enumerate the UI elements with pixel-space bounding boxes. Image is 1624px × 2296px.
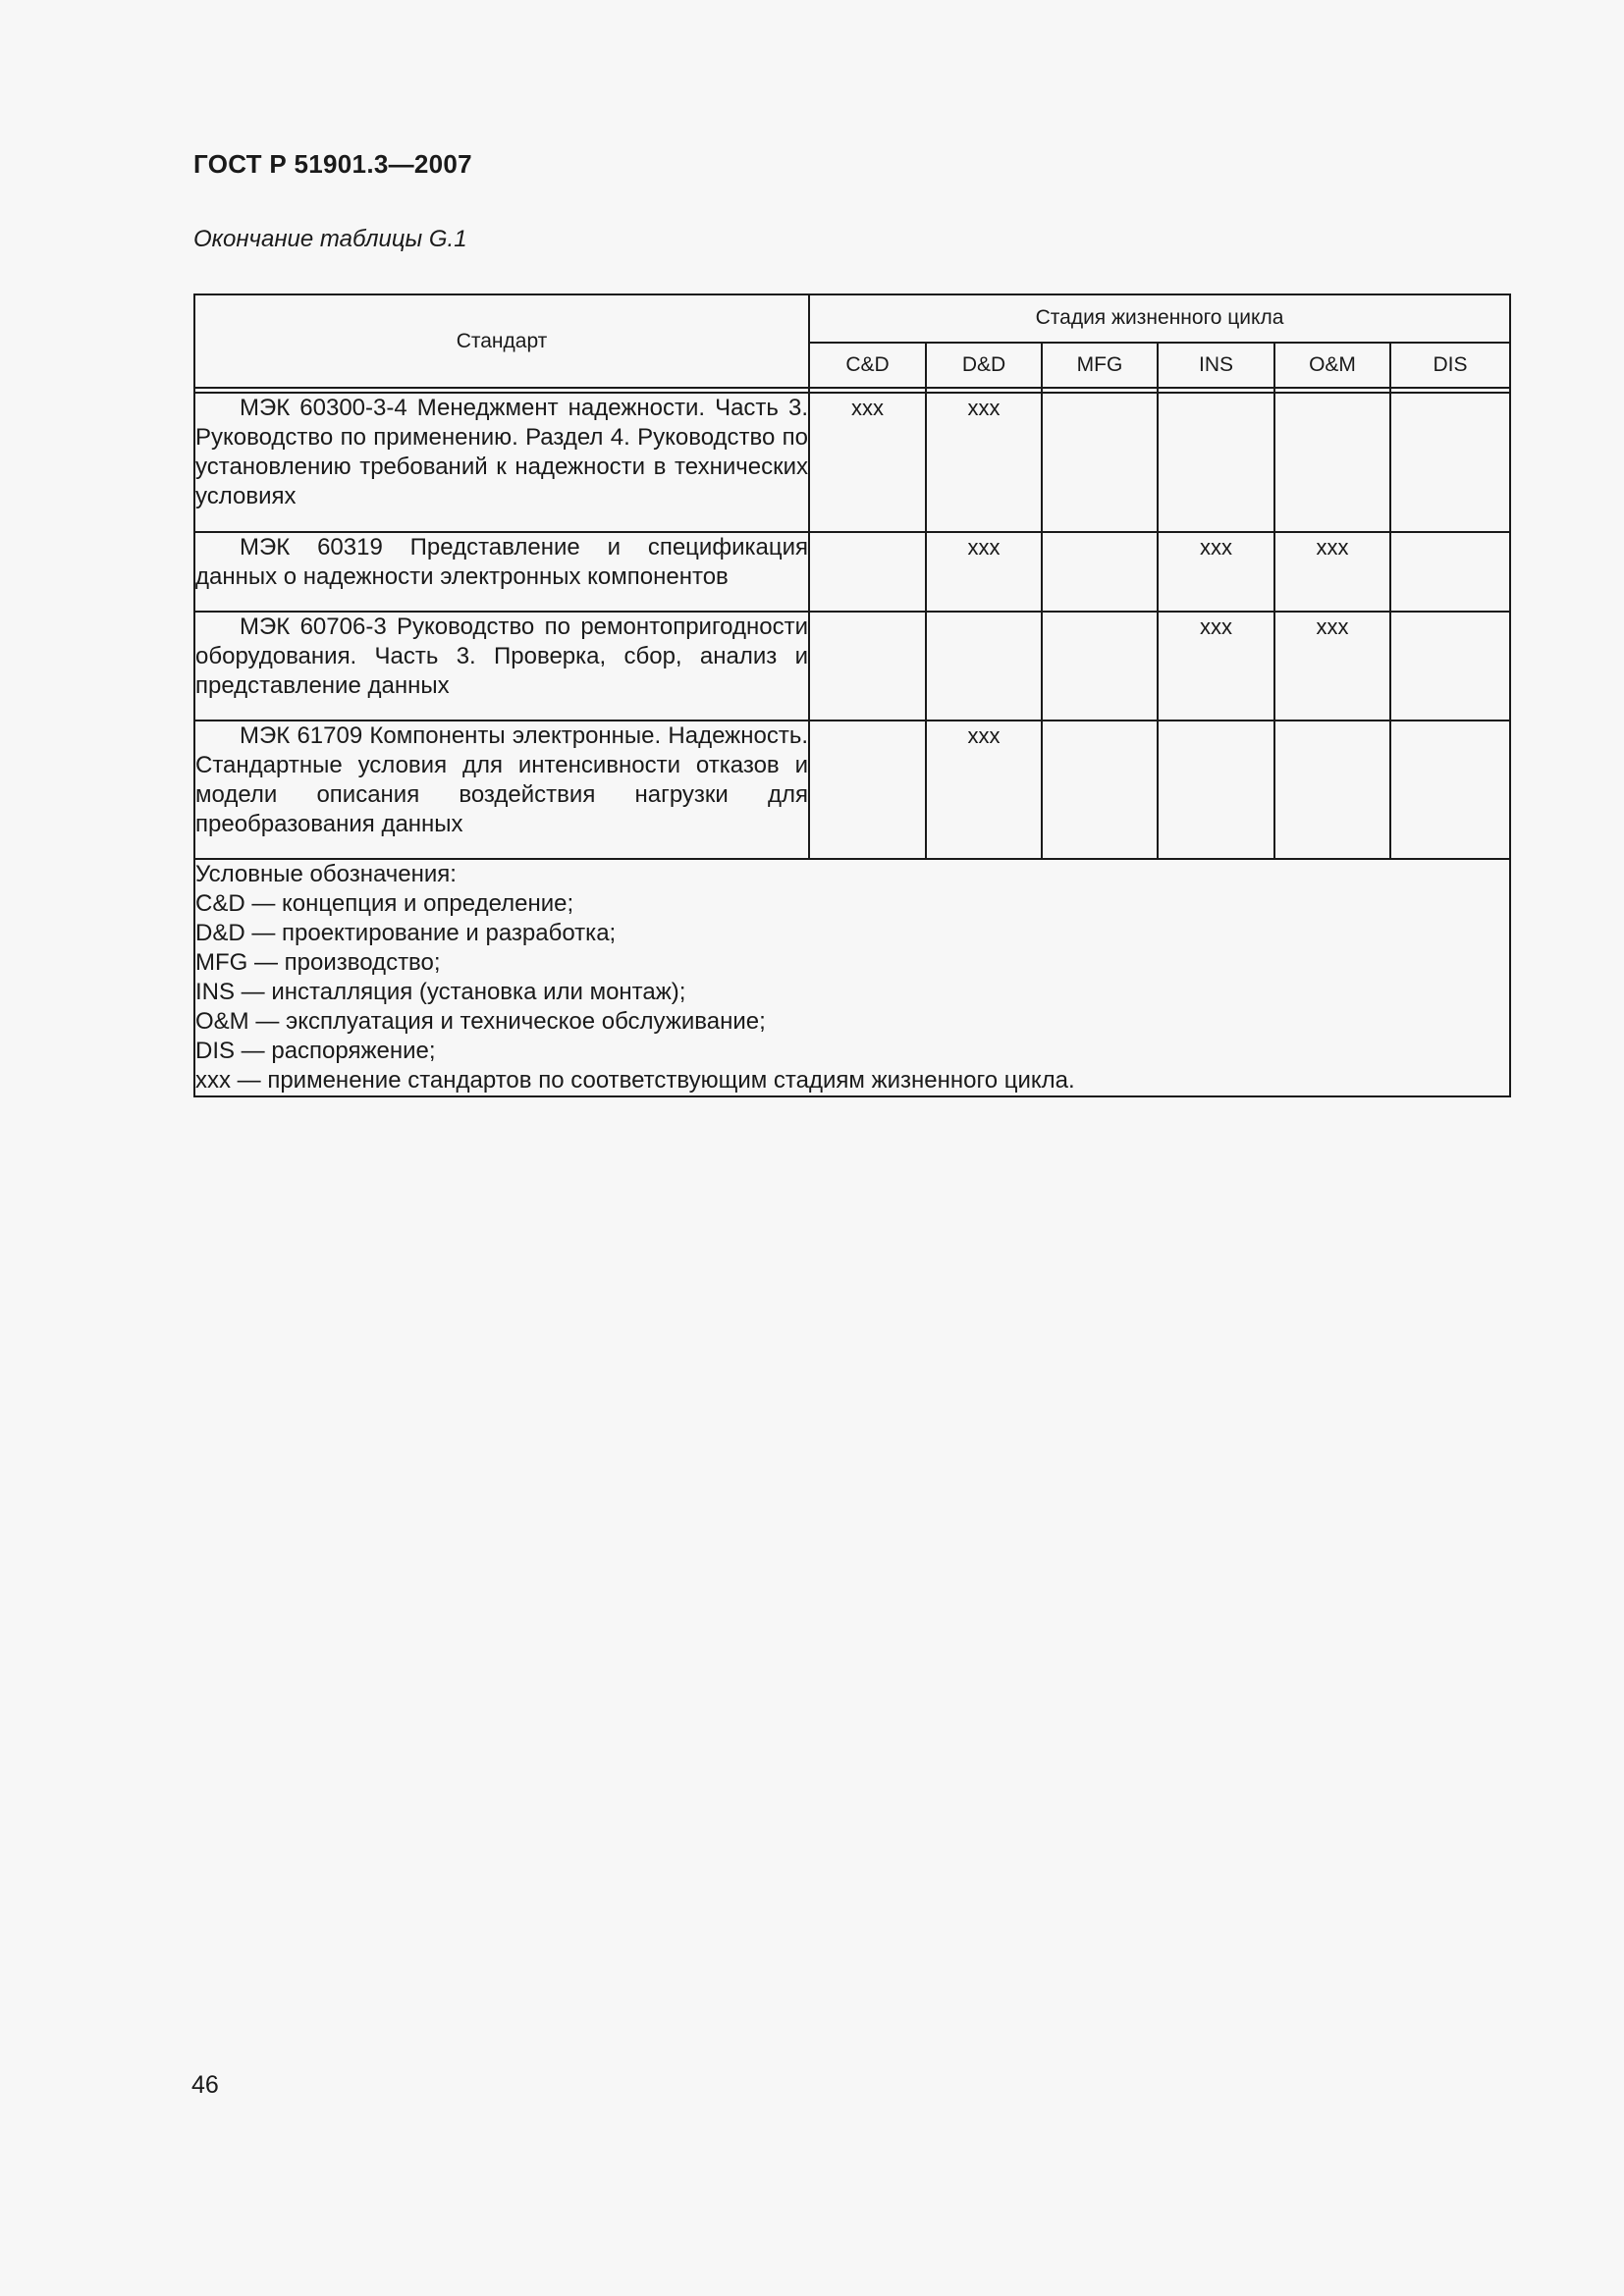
standard-text: МЭК 60319 Представление и спецификация данных о надежности электронных компонентов [195,534,808,590]
stage-mark [809,612,926,721]
stage-mark [1274,393,1390,532]
column-header-stage: MFG [1042,343,1158,388]
stage-mark [1042,721,1158,859]
stage-mark: xxx [1274,612,1390,721]
legend-line: D&D — проектирование и разработка; [195,920,617,946]
stage-mark: xxx [926,532,1042,612]
stage-mark [926,612,1042,721]
column-header-stage: DIS [1390,343,1510,388]
stage-mark [809,532,926,612]
legend-line: DIS — распоряжение; [195,1038,436,1064]
legend-cell [194,859,1510,1096]
column-header-stage: O&M [1274,343,1390,388]
page-number: 46 [191,2071,219,2099]
stage-mark [1274,721,1390,859]
stage-mark: xxx [926,393,1042,532]
standard-cell [194,393,809,532]
legend-line: Условные обозначения: [195,861,457,887]
legend-row [194,859,1510,1096]
table-row [194,612,1510,721]
standard-text: МЭК 61709 Компоненты электронные. Надежность. Стандартные условия для интенсивности отказов и модели описания воздействия нагрузки для преобразования данных [195,722,808,837]
stage-mark: xxx [1274,532,1390,612]
stage-mark [1390,612,1510,721]
legend-line: xxx — применение стандартов по соответствующим стадиям жизненного цикла. [195,1067,1075,1094]
standard-text: МЭК 60300-3-4 Менеджмент надежности. Часть 3. Руководство по применению. Раздел 4. Руководство по установлению требований к надежности в технических условиях [195,395,808,509]
column-header-stage: C&D [809,343,926,388]
stage-mark [1390,721,1510,859]
legend-line: INS — инсталляция (установка или монтаж); [195,979,686,1005]
legend-line: O&M — эксплуатация и техническое обслуживание; [195,1008,766,1035]
stage-mark [1158,721,1274,859]
stage-mark: xxx [926,721,1042,859]
column-group-lifecycle: Стадия жизненного цикла [809,294,1510,343]
stage-mark [1390,532,1510,612]
stage-mark [1158,393,1274,532]
column-header-standard: Стандарт [194,294,809,388]
standard-cell [194,532,809,612]
table-row [194,721,1510,859]
standard-cell [194,721,809,859]
standard-cell [194,612,809,721]
legend-line: C&D — концепция и определение; [195,890,574,917]
table-row [194,532,1510,612]
stage-mark [809,721,926,859]
stage-mark [1042,393,1158,532]
stage-mark [1390,393,1510,532]
standards-table [193,294,1511,1097]
legend-line: MFG — производство; [195,949,441,976]
table-row [194,393,1510,532]
document-header: ГОСТ Р 51901.3—2007 [193,149,472,179]
standard-text: МЭК 60706-3 Руководство по ремонтопригодности оборудования. Часть 3. Проверка, сбор, анализ и представление данных [195,614,808,699]
stage-mark: xxx [1158,612,1274,721]
column-header-stage: INS [1158,343,1274,388]
stage-mark [1042,612,1158,721]
stage-mark: xxx [809,393,926,532]
stage-mark: xxx [1158,532,1274,612]
column-header-stage: D&D [926,343,1042,388]
table-caption: Окончание таблицы G.1 [193,226,467,252]
stage-mark [1042,532,1158,612]
